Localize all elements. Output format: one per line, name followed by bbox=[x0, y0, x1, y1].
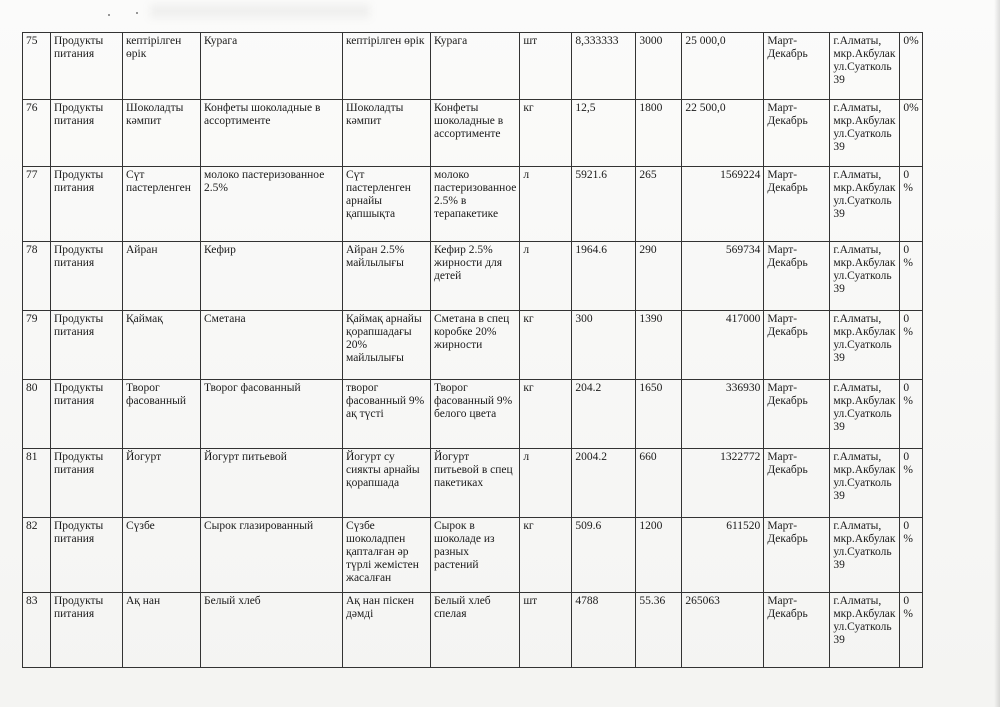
name-ru-cell: Сметана bbox=[201, 311, 343, 380]
sum-cell: 336930 bbox=[682, 380, 764, 449]
address-cell: г.Алматы, мкр.Акбулак ул.Суатколь 39 bbox=[830, 518, 900, 593]
percent-cell: 0 % bbox=[900, 242, 922, 311]
table-row bbox=[23, 593, 923, 668]
quantity-cell: 509.6 bbox=[572, 518, 636, 593]
table-row bbox=[23, 380, 923, 449]
sum-cell: 1322772 bbox=[682, 449, 764, 518]
unit-cell: шт bbox=[520, 593, 572, 668]
percent-cell: 0% bbox=[900, 33, 922, 100]
desc-kz-cell: Йогурт су сиякты арнайы қорапшада bbox=[343, 449, 431, 518]
percent-cell: 0 % bbox=[900, 449, 922, 518]
address-cell: г.Алматы, мкр.Акбулак ул.Суатколь 39 bbox=[830, 242, 900, 311]
desc-ru-cell: Творог фасованный 9% белого цвета bbox=[431, 380, 520, 449]
percent-cell: 0 % bbox=[900, 518, 922, 593]
desc-ru-cell: Сырок в шоколаде из разных растений bbox=[431, 518, 520, 593]
unit-cell: кг bbox=[520, 311, 572, 380]
name-kz-cell: Ақ нан bbox=[123, 593, 201, 668]
quantity-cell: 2004.2 bbox=[572, 449, 636, 518]
name-kz-cell: Сүзбе bbox=[123, 518, 201, 593]
row-number: 75 bbox=[23, 33, 51, 100]
table-row bbox=[23, 518, 923, 593]
name-kz-cell: Қаймақ bbox=[123, 311, 201, 380]
address-cell: г.Алматы, мкр.Акбулак ул.Суатколь 39 bbox=[830, 311, 900, 380]
name-kz-cell: Творог фасованный bbox=[123, 380, 201, 449]
table-row bbox=[23, 449, 923, 518]
name-ru-cell: молоко пастеризованное 2.5% bbox=[201, 167, 343, 242]
desc-kz-cell: Қаймақ арнайы қорапшадағы 20% майлылығы bbox=[343, 311, 431, 380]
desc-kz-cell: кептірілген өрік bbox=[343, 33, 431, 100]
category-cell: Продукты питания bbox=[51, 518, 123, 593]
period-cell: Март-Декабрь bbox=[764, 242, 830, 311]
sum-cell: 1569224 bbox=[682, 167, 764, 242]
address-cell: г.Алматы, мкр.Акбулак ул.Суатколь 39 bbox=[830, 100, 900, 167]
price-cell: 55.36 bbox=[636, 593, 682, 668]
row-number: 79 bbox=[23, 311, 51, 380]
name-kz-cell: Йогурт bbox=[123, 449, 201, 518]
desc-kz-cell: Айран 2.5% майлылығы bbox=[343, 242, 431, 311]
quantity-cell: 300 bbox=[572, 311, 636, 380]
unit-cell: шт bbox=[520, 33, 572, 100]
price-cell: 1650 bbox=[636, 380, 682, 449]
period-cell: Март-Декабрь bbox=[764, 518, 830, 593]
row-number: 77 bbox=[23, 167, 51, 242]
name-ru-cell: Курага bbox=[201, 33, 343, 100]
address-cell: г.Алматы, мкр.Акбулак ул.Суатколь 39 bbox=[830, 33, 900, 100]
address-cell: г.Алматы, мкр.Акбулак ул.Суатколь 39 bbox=[830, 449, 900, 518]
name-kz-cell: Шоколадты кәмпит bbox=[123, 100, 201, 167]
quantity-cell: 204.2 bbox=[572, 380, 636, 449]
desc-kz-cell: Ақ нан піскен дәмді bbox=[343, 593, 431, 668]
name-kz-cell: Сүт пастерленген bbox=[123, 167, 201, 242]
name-ru-cell: Кефир bbox=[201, 242, 343, 311]
name-ru-cell: Творог фасованный bbox=[201, 380, 343, 449]
category-cell: Продукты питания bbox=[51, 33, 123, 100]
percent-cell: 0 % bbox=[900, 311, 922, 380]
row-number: 81 bbox=[23, 449, 51, 518]
row-number: 76 bbox=[23, 100, 51, 167]
period-cell: Март-Декабрь bbox=[764, 311, 830, 380]
unit-cell: л bbox=[520, 167, 572, 242]
page-edge-shadow bbox=[994, 0, 1000, 707]
quantity-cell: 12,5 bbox=[572, 100, 636, 167]
category-cell: Продукты питания bbox=[51, 593, 123, 668]
row-number: 78 bbox=[23, 242, 51, 311]
period-cell: Март-Декабрь bbox=[764, 593, 830, 668]
row-number: 83 bbox=[23, 593, 51, 668]
percent-cell: 0% bbox=[900, 100, 922, 167]
period-cell: Март-Декабрь bbox=[764, 449, 830, 518]
name-ru-cell: Йогурт питьевой bbox=[201, 449, 343, 518]
desc-ru-cell: Йогурт питьевой в спец пакетиках bbox=[431, 449, 520, 518]
price-cell: 265 bbox=[636, 167, 682, 242]
sum-cell: 417000 bbox=[682, 311, 764, 380]
sum-cell: 569734 bbox=[682, 242, 764, 311]
unit-cell: кг bbox=[520, 380, 572, 449]
category-cell: Продукты питания bbox=[51, 380, 123, 449]
desc-ru-cell: Курага bbox=[431, 33, 520, 100]
percent-cell: 0 % bbox=[900, 167, 922, 242]
price-cell: 1200 bbox=[636, 518, 682, 593]
quantity-cell: 5921.6 bbox=[572, 167, 636, 242]
name-ru-cell: Белый хлеб bbox=[201, 593, 343, 668]
price-cell: 290 bbox=[636, 242, 682, 311]
quantity-cell: 8,333333 bbox=[572, 33, 636, 100]
procurement-table bbox=[22, 32, 923, 668]
price-cell: 1800 bbox=[636, 100, 682, 167]
address-cell: г.Алматы, мкр.Акбулак ул.Суатколь 39 bbox=[830, 593, 900, 668]
sum-cell: 22 500,0 bbox=[682, 100, 764, 167]
name-kz-cell: Айран bbox=[123, 242, 201, 311]
desc-ru-cell: молоко пастеризованное 2.5% в терапакетике bbox=[431, 167, 520, 242]
desc-kz-cell: Сүзбе шоколадпен қапталған әр түрлі жемістен жасалған bbox=[343, 518, 431, 593]
category-cell: Продукты питания bbox=[51, 167, 123, 242]
table-row bbox=[23, 167, 923, 242]
quantity-cell: 4788 bbox=[572, 593, 636, 668]
desc-kz-cell: Сүт пастерленген арнайы қапшықта bbox=[343, 167, 431, 242]
period-cell: Март-Декабрь bbox=[764, 33, 830, 100]
quantity-cell: 1964.6 bbox=[572, 242, 636, 311]
price-cell: 1390 bbox=[636, 311, 682, 380]
desc-ru-cell: Конфеты шоколадные в ассортименте bbox=[431, 100, 520, 167]
unit-cell: кг bbox=[520, 518, 572, 593]
table-row bbox=[23, 33, 923, 100]
period-cell: Март-Декабрь bbox=[764, 380, 830, 449]
percent-cell: 0 % bbox=[900, 380, 922, 449]
table-row bbox=[23, 242, 923, 311]
sum-cell: 265063 bbox=[682, 593, 764, 668]
table-row bbox=[23, 100, 923, 167]
category-cell: Продукты питания bbox=[51, 100, 123, 167]
scan-speck bbox=[136, 12, 138, 14]
name-kz-cell: кептірілген өрік bbox=[123, 33, 201, 100]
unit-cell: л bbox=[520, 449, 572, 518]
row-number: 82 bbox=[23, 518, 51, 593]
name-ru-cell: Конфеты шоколадные в ассортименте bbox=[201, 100, 343, 167]
address-cell: г.Алматы, мкр.Акбулак ул.Суатколь 39 bbox=[830, 380, 900, 449]
desc-kz-cell: Шоколадты кәмпит bbox=[343, 100, 431, 167]
percent-cell: 0 % bbox=[900, 593, 922, 668]
desc-ru-cell: Белый хлеб спелая bbox=[431, 593, 520, 668]
price-cell: 660 bbox=[636, 449, 682, 518]
name-ru-cell: Сырок глазированный bbox=[201, 518, 343, 593]
sum-cell: 611520 bbox=[682, 518, 764, 593]
period-cell: Март-Декабрь bbox=[764, 167, 830, 242]
desc-kz-cell: творог фасованный 9% ақ түсті bbox=[343, 380, 431, 449]
category-cell: Продукты питания bbox=[51, 311, 123, 380]
row-number: 80 bbox=[23, 380, 51, 449]
price-cell: 3000 bbox=[636, 33, 682, 100]
category-cell: Продукты питания bbox=[51, 242, 123, 311]
unit-cell: кг bbox=[520, 100, 572, 167]
desc-ru-cell: Сметана в спец коробке 20% жирности bbox=[431, 311, 520, 380]
table-row bbox=[23, 311, 923, 380]
scan-speck bbox=[108, 14, 110, 16]
sum-cell: 25 000,0 bbox=[682, 33, 764, 100]
scan-smudge bbox=[150, 4, 370, 18]
category-cell: Продукты питания bbox=[51, 449, 123, 518]
address-cell: г.Алматы, мкр.Акбулак ул.Суатколь 39 bbox=[830, 167, 900, 242]
unit-cell: л bbox=[520, 242, 572, 311]
desc-ru-cell: Кефир 2.5% жирности для детей bbox=[431, 242, 520, 311]
period-cell: Март-Декабрь bbox=[764, 100, 830, 167]
